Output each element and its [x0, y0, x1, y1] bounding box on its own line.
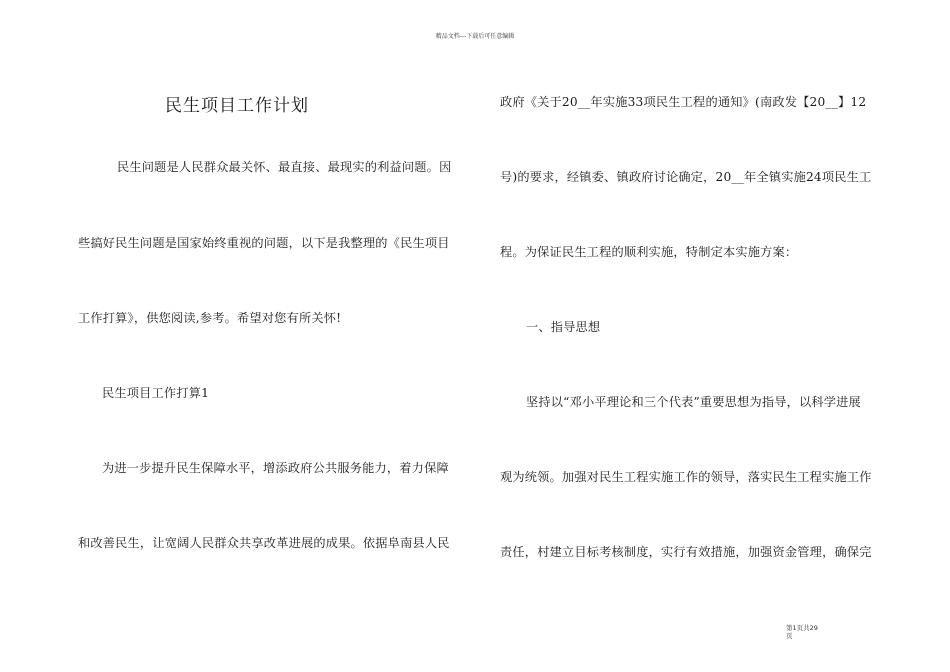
section-heading: 民生项目工作打算1: [102, 386, 210, 400]
paragraph-line: 工作打算》，供您阅读,参考。希望对您有所关怀!: [78, 311, 342, 325]
paragraph-line: 些搞好民生问题是国家始终重视的问题，以下是我整理的《民生项目: [78, 236, 450, 250]
paragraph-line: 和改善民生，让宽阔人民群众共享改革进展的成果。依据阜南县人民: [78, 536, 450, 550]
page-number-line: 第1页共29: [786, 624, 818, 632]
section-heading: 一、指导思想: [526, 320, 601, 334]
paragraph-line: 坚持以“邓小平理论和三个代表”重要思想为指导，以科学进展: [526, 395, 861, 409]
page-number: [786, 624, 818, 640]
paragraph-line: 观为统领。加强对民生工程实施工作的领导，落实民生工程实施工作: [500, 470, 872, 484]
paragraph-line: 号)的要求，经镇委、镇政府讨论确定，20__年全镇实施24项民生工: [500, 170, 872, 184]
page-number-line: 页: [786, 632, 793, 640]
paragraph-line: 政府《关于20__年实施33项民生工程的通知》(南政发【20__】12: [500, 95, 867, 109]
paragraph-line: 程。为保证民生工程的顺利实施，特制定本实施方案：: [500, 245, 798, 259]
document-title: 民生项目工作计划: [165, 96, 309, 116]
paragraph-line: 责任，村建立目标考核制度，实行有效措施，加强资金管理，确保完: [500, 545, 872, 559]
page-header: 精品文档---下载后可任意编辑: [435, 33, 515, 40]
paragraph-line: 民生问题是人民群众最关怀、最直接、最现实的利益问题。因: [117, 160, 452, 174]
paragraph-line: 为进一步提升民生保障水平，增添政府公共服务能力，着力保障: [102, 461, 449, 475]
